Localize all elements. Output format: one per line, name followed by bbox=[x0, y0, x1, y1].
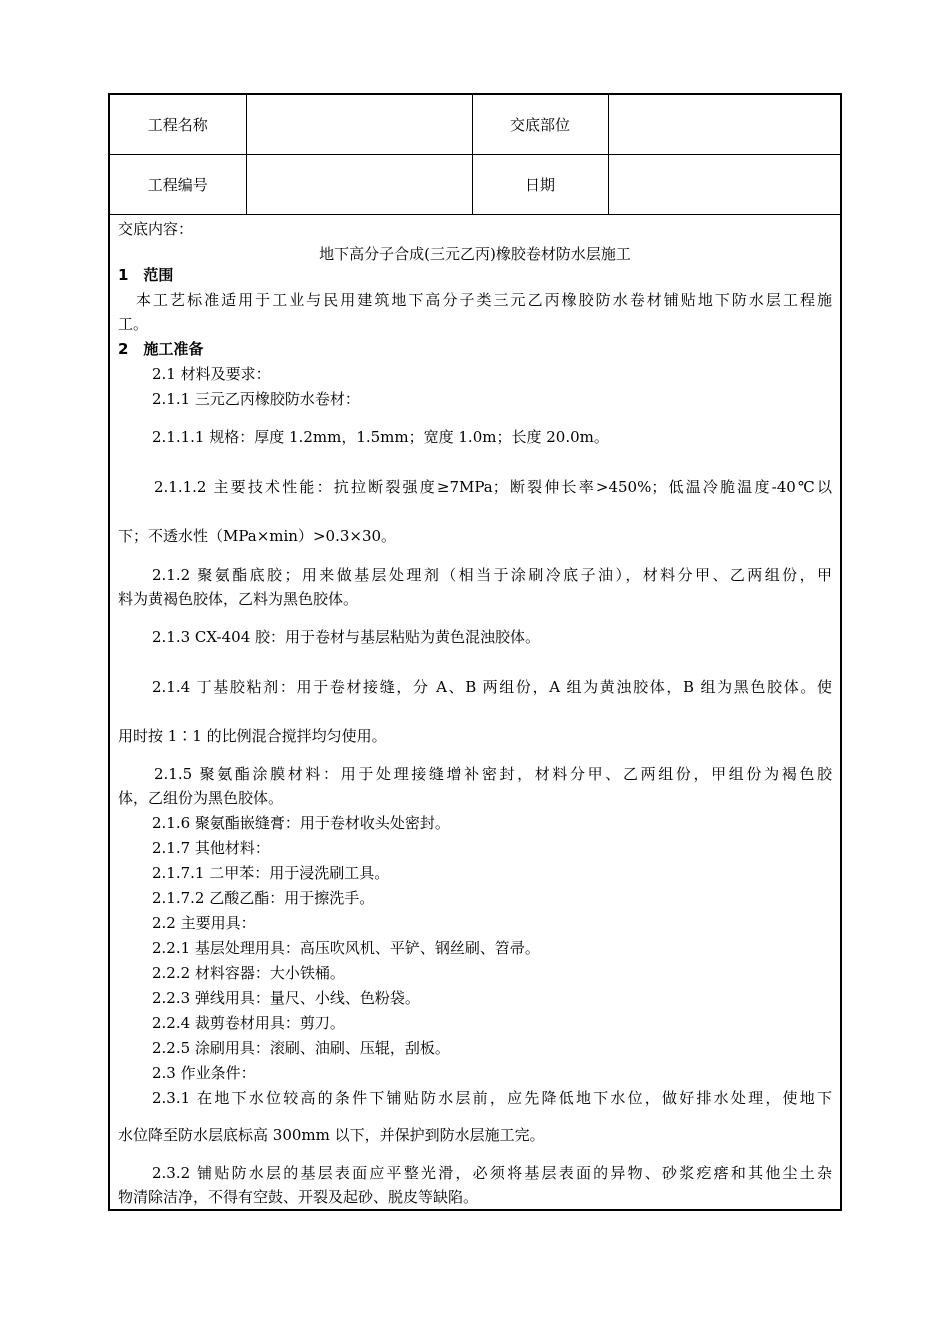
paragraph-line: 物清除洁净，不得有空鼓、开裂及起砂、脱皮等缺陷。 bbox=[118, 1188, 479, 1206]
project-name-value bbox=[246, 95, 472, 154]
paragraph-line: 2.1.5 聚氨酯涂膜材料：用于处理接缝增补密封，材料分甲、乙两组份，甲组份为褐色胶 bbox=[154, 765, 832, 783]
list-item: 2.1.6 聚氨酯嵌缝膏：用于卷材收头处密封。 bbox=[152, 814, 450, 832]
intro-label: 交底内容： bbox=[118, 220, 194, 238]
location-label: 交底部位 bbox=[472, 95, 608, 154]
project-name-label: 工程名称 bbox=[110, 95, 246, 154]
list-item: 2.1.1.1 规格：厚度 1.2mm，1.5mm；宽度 1.0m；长度 20.0m。 bbox=[152, 428, 609, 446]
section-heading: 2 施工准备 bbox=[118, 340, 204, 358]
list-item: 2.2.1 基层处理用具：高压吹风机、平铲、钢丝刷、笤帚。 bbox=[152, 939, 540, 957]
header-table bbox=[110, 95, 840, 214]
date-label: 日期 bbox=[472, 154, 608, 214]
paragraph-line: 2.1.2 聚氨酯底胶；用来做基层处理剂（相当于涂刷冷底子油），材料分甲、乙两组份，甲 bbox=[152, 566, 832, 584]
paragraph-line: 水位降至防水层底标高 300mm 以下，并保护到防水层施工完。 bbox=[118, 1126, 545, 1144]
paragraph-line: 2.1.4 丁基胶粘剂：用于卷材接缝，分 A、B 两组份，A 组为黄浊胶体，B 组为黑色胶体。使 bbox=[152, 678, 832, 696]
paragraph-line: 下；不透水性（MPa×min）>0.3×30。 bbox=[118, 527, 397, 545]
list-item: 2.2.5 涂刷用具：滚刷、油刷、压辊，刮板。 bbox=[152, 1039, 450, 1057]
list-item: 2.1.7 其他材料： bbox=[152, 839, 270, 857]
paragraph-line: 2.1.1.2 主要技术性能：抗拉断裂强度≥7MPa；断裂伸长率>450%；低温冷脆温度-40℃以 bbox=[154, 478, 832, 496]
paragraph-line: 料为黄褐色胶体，乙料为黑色胶体。 bbox=[118, 590, 359, 608]
list-item: 2.1.7.1 二甲苯：用于浸洗刷工具。 bbox=[152, 864, 390, 882]
section-heading: 1 范围 bbox=[118, 266, 174, 284]
paragraph-line: 2.3.1 在地下水位较高的条件下铺贴防水层前，应先降低地下水位，做好排水处理，使地下 bbox=[152, 1089, 832, 1107]
list-item: 2.2.2 材料容器：大小铁桶。 bbox=[152, 964, 345, 982]
list-item: 2.3 作业条件： bbox=[152, 1064, 256, 1082]
list-item: 2.1.3 CX-404 胶：用于卷材与基层粘贴为黄色混浊胶体。 bbox=[152, 628, 541, 646]
document-title: 地下高分子合成(三元乙丙)橡胶卷材防水层施工 bbox=[319, 245, 631, 263]
project-no-label: 工程编号 bbox=[110, 154, 246, 214]
paragraph-line: 本工艺标准适用于工业与民用建筑地下高分子类三元乙丙橡胶防水卷材铺贴地下防水层工程施 bbox=[136, 291, 832, 309]
content-area bbox=[110, 214, 840, 1209]
location-value bbox=[608, 95, 840, 154]
list-item: 2.2.3 弹线用具：量尺、小线、色粉袋。 bbox=[152, 989, 420, 1007]
list-item: 2.1.1 三元乙丙橡胶防水卷材： bbox=[152, 390, 360, 408]
paragraph-line: 体，乙组份为黑色胶体。 bbox=[118, 789, 284, 807]
list-item: 2.1 材料及要求： bbox=[152, 365, 271, 383]
list-item: 2.1.7.2 乙酸乙酯：用于擦洗手。 bbox=[152, 889, 375, 907]
paragraph-line: 工。 bbox=[118, 315, 149, 333]
paragraph-line: 用时按 1∶1 的比例混合搅拌均匀使用。 bbox=[118, 727, 387, 745]
document-frame bbox=[108, 93, 842, 1211]
project-no-value bbox=[246, 154, 472, 214]
list-item: 2.2.4 裁剪卷材用具：剪刀。 bbox=[152, 1014, 345, 1032]
date-value bbox=[608, 154, 840, 214]
paragraph-line: 2.3.2 铺贴防水层的基层表面应平整光滑，必须将基层表面的异物、砂浆疙瘩和其他尘土杂 bbox=[152, 1164, 832, 1182]
list-item: 2.2 主要用具： bbox=[152, 914, 256, 932]
